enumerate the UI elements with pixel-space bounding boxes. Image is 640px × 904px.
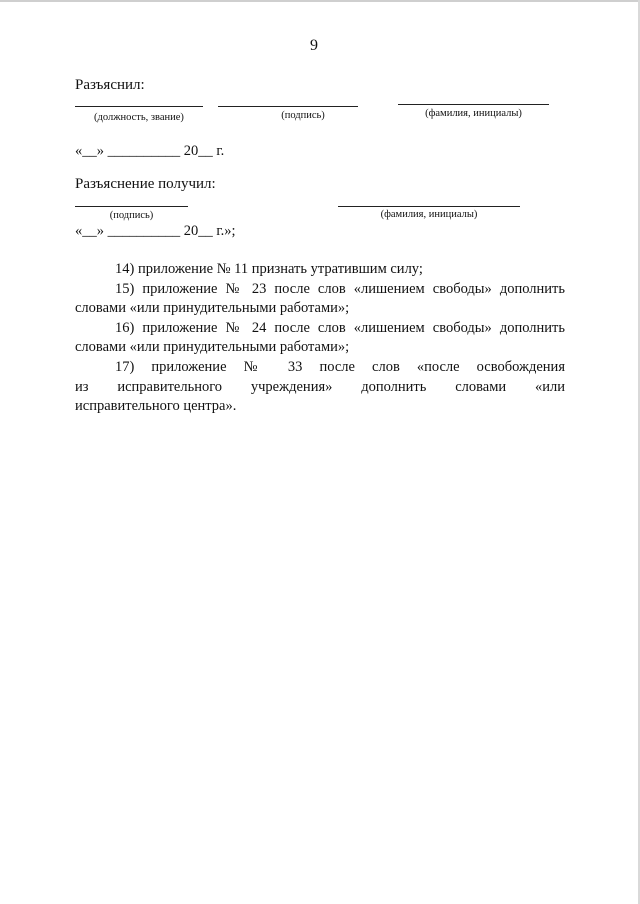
item-14: 14) приложение № 11 признать утратившим силу;: [115, 261, 423, 277]
name-line: [398, 104, 549, 105]
item-15-line-1: 15) приложение № 23 после слов «лишением свободы» дополнить: [115, 281, 565, 297]
name-caption-2: (фамилия, инициалы): [380, 209, 478, 220]
signature-line: [218, 106, 358, 107]
explained-by-heading: Разъяснил:: [75, 77, 145, 93]
signature-caption: (подпись): [281, 110, 325, 121]
signature-line-2: [75, 206, 188, 207]
signature-caption-2: (подпись): [109, 210, 154, 221]
item-17-line-3: исправительного центра».: [75, 398, 237, 414]
name-line-2: [338, 206, 520, 207]
name-caption: (фамилия, инициалы): [425, 108, 522, 119]
scan-edge-top: [0, 0, 640, 2]
page-number: 9: [310, 37, 318, 54]
position-caption: (должность, звание): [94, 112, 184, 123]
item-16-line-2: словами «или принудительными работами»;: [75, 339, 350, 355]
position-line: [75, 106, 203, 107]
date-line-2: «__» __________ 20__ г.»;: [75, 223, 236, 239]
item-16-line-1: 16) приложение № 24 после слов «лишением свободы» дополнить: [115, 320, 565, 336]
received-by-heading: Разъяснение получил:: [75, 176, 216, 192]
item-17-line-2: из исправительного учреждения» дополнить словами «или: [75, 379, 565, 395]
item-15-line-2: словами «или принудительными работами»;: [75, 300, 350, 316]
item-17-line-1: 17) приложение № 33 после слов «после освобождения: [115, 359, 565, 375]
date-line-1: «__» __________ 20__ г.: [75, 143, 225, 159]
